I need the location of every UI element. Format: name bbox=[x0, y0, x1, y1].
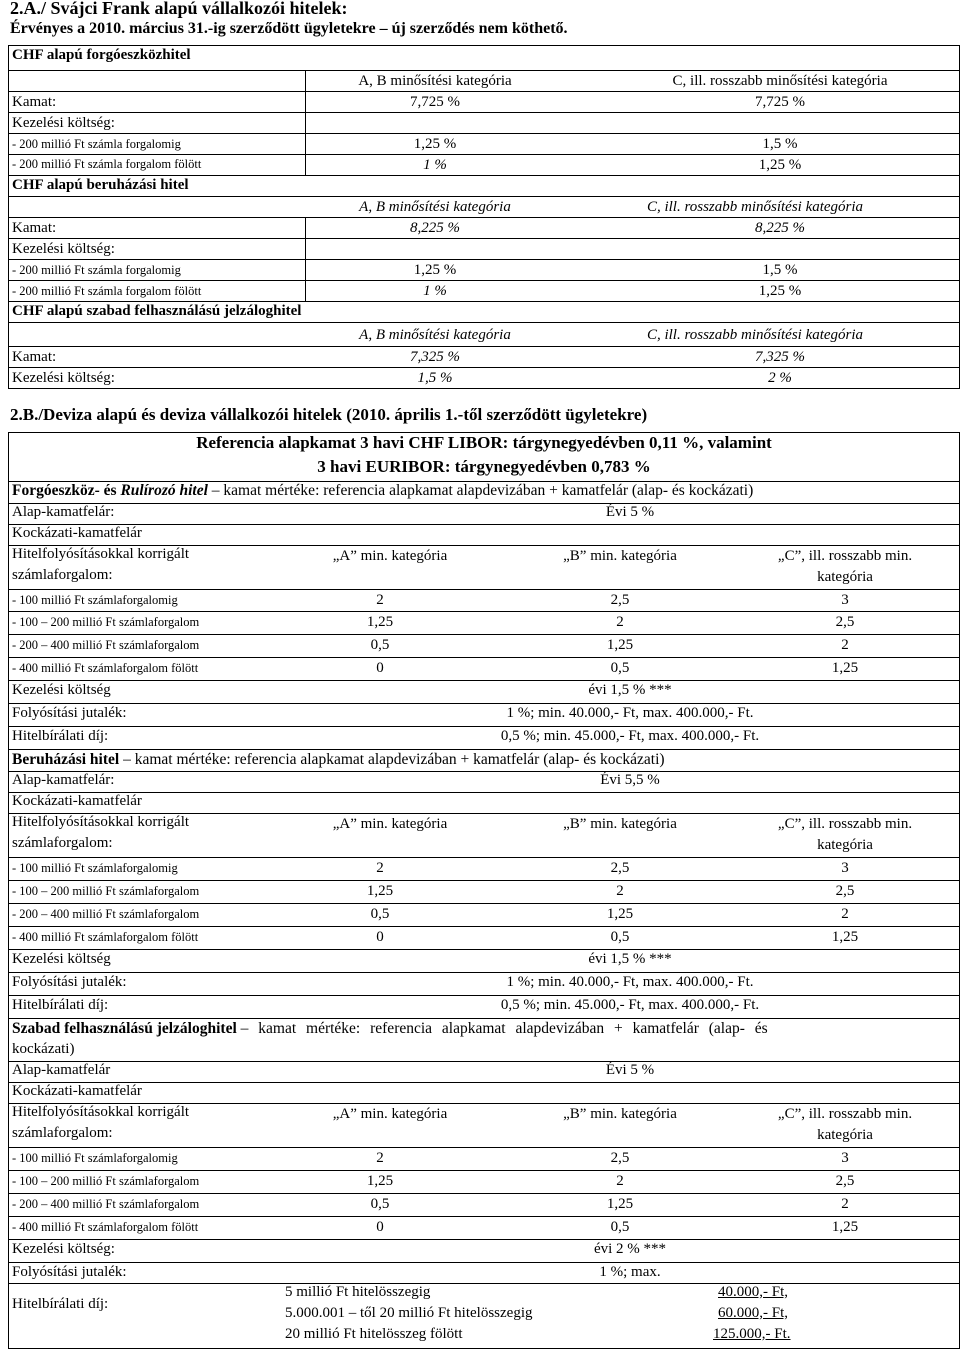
beruh-row-label: - 100 millió Ft számlaforgalomig bbox=[12, 861, 178, 875]
chf-beruh-kamat-ab: 8,225 % bbox=[410, 220, 460, 236]
forgo-row-c: 1,25 bbox=[831, 660, 859, 676]
szabad-row-b: 2 bbox=[616, 1173, 624, 1189]
beruh-heading-bold: Beruházási hitel bbox=[12, 751, 120, 768]
chf-beruh-kamat-c: 8,225 % bbox=[755, 220, 805, 236]
chf-beruh-row2-label: - 200 millió Ft számla forgalom fölött bbox=[12, 284, 202, 298]
section-a-subtitle: Érvényes a 2010. március 31.-ig szerződött ügyletekre – új szerződés nem köthető. bbox=[10, 20, 568, 37]
szabad-cat-a: „A” min. kategória bbox=[332, 1106, 448, 1122]
beruh-row-b: 2 bbox=[616, 883, 624, 899]
szabad-heading-rest2: kockázati) bbox=[12, 1041, 75, 1057]
szabad-row-b: 2,5 bbox=[610, 1150, 630, 1166]
forgo-row-label: - 100 – 200 millió Ft számlaforgalom bbox=[12, 615, 200, 629]
beruh-row-a: 2 bbox=[376, 860, 384, 876]
chf-forgo-kamat-label: Kamat: bbox=[12, 94, 57, 110]
beruh-row-label: - 200 – 400 millió Ft számlaforgalom bbox=[12, 907, 200, 921]
chf-szabad-kamat-label: Kamat: bbox=[12, 349, 57, 365]
beruh-row-label: - 100 – 200 millió Ft számlaforgalom bbox=[12, 884, 200, 898]
forgo-row-c: 2,5 bbox=[835, 614, 855, 630]
forgo-row-b: 2,5 bbox=[610, 592, 630, 608]
beruh-hitelb-label: Hitelbírálati díj: bbox=[12, 997, 109, 1013]
chf-beruh-row2-ab: 1 % bbox=[423, 283, 447, 299]
chf-szabad-col-ab: A, B minősítési kategória bbox=[359, 327, 511, 343]
forgo-row-c: 3 bbox=[841, 592, 849, 608]
chf-forgo-kamat-c: 7,725 % bbox=[755, 94, 805, 110]
szabad-heading-bold: Szabad felhasználású jelzáloghitel bbox=[12, 1020, 237, 1037]
forgo-row-b: 1,25 bbox=[606, 637, 634, 653]
chf-szabad-heading: CHF alapú szabad felhasználású jelzáloghitel bbox=[12, 303, 302, 319]
szabad-row-label: - 100 – 200 millió Ft számlaforgalom bbox=[12, 1174, 200, 1188]
chf-forgo-row2-label: - 200 millió Ft számla forgalom fölött bbox=[12, 157, 202, 171]
chf-forgo-row1-c: 1,5 % bbox=[762, 136, 798, 152]
chf-beruh-row1-label: - 200 millió Ft számla forgalomig bbox=[12, 263, 181, 277]
forgo-cat-b: „B” min. kategória bbox=[563, 548, 677, 564]
forgo-hitelb-label: Hitelbírálati díj: bbox=[12, 728, 109, 744]
szabad-alap-label: Alap-kamatfelár bbox=[12, 1062, 111, 1078]
chf-szabad-col-c: C, ill. rosszabb minősítési kategória bbox=[646, 327, 864, 343]
beruh-heading bbox=[12, 751, 665, 769]
forgo-alap-label: Alap-kamatfelár: bbox=[12, 504, 115, 520]
szabad-hitelb-line-fee bbox=[718, 1284, 788, 1301]
szabad-kock-label: Kockázati-kamatfelár bbox=[12, 1083, 142, 1099]
chf-beruh-row1-ab: 1,25 % bbox=[413, 262, 457, 278]
szabad-hitelb-line-text: 20 millió Ft hitelösszeg fölött bbox=[285, 1326, 463, 1342]
beruh-heading-rest: – kamat mértéke: referencia alapkamat alapdevizában + kamatfelár (alap- és kockázati) bbox=[123, 751, 665, 768]
forgo-cat-a: „A” min. kategória bbox=[332, 548, 448, 564]
forgo-kez-label: Kezelési költség bbox=[12, 682, 111, 698]
chf-szabad-kamat-ab: 7,325 % bbox=[410, 349, 460, 365]
szabad-row-label: - 100 millió Ft számlaforgalomig bbox=[12, 1151, 178, 1165]
beruh-hitelb-value: 0,5 %; min. 45.000,- Ft, max. 400.000,- Ft. bbox=[500, 997, 760, 1013]
section-b-title: 2.B./Deviza alapú és deviza vállalkozói hitelek (2010. április 1.-től szerződött ügyletekre) bbox=[10, 405, 648, 424]
forgo-row-a: 1,25 bbox=[366, 614, 394, 630]
szabad-row-c: 2 bbox=[841, 1196, 849, 1212]
beruh-row-b: 0,5 bbox=[610, 929, 630, 945]
reference-rate-line2: 3 havi EURIBOR: tárgynegyedévben 0,783 % bbox=[317, 457, 651, 476]
chf-forgo-kezelesi-label: Kezelési költség: bbox=[12, 115, 115, 131]
szabad-foly-value: 1 %; max. bbox=[599, 1264, 661, 1280]
chf-szabad-kezelesi-ab: 1,5 % bbox=[417, 370, 453, 386]
forgo-alap-value: Évi 5 % bbox=[605, 504, 655, 520]
forgo-foly-label: Folyósítási jutalék: bbox=[12, 705, 127, 721]
szabad-row-a: 1,25 bbox=[366, 1173, 394, 1189]
forgo-row-c: 2 bbox=[841, 637, 849, 653]
szabad-row-a: 0 bbox=[376, 1219, 384, 1235]
chf-beruh-row1-c: 1,5 % bbox=[762, 262, 798, 278]
szabad-hitelb-line-text: 5.000.001 – től 20 millió Ft hitelösszegig bbox=[285, 1305, 533, 1321]
section-a-title: 2.A./ Svájci Frank alapú vállalkozói hitelek: bbox=[10, 0, 348, 18]
forgo-row-a: 0 bbox=[376, 660, 384, 676]
szabad-hitelb-fee-value: 40.000,- Ft, bbox=[718, 1284, 789, 1300]
szabad-hitelb-line-text: 5 millió Ft hitelösszegig bbox=[285, 1284, 431, 1300]
szabad-row-c: 3 bbox=[841, 1150, 849, 1166]
chf-beruh-row2-c: 1,25 % bbox=[758, 283, 802, 299]
beruh-row-c: 1,25 bbox=[831, 929, 859, 945]
szabad-hitelb-label: Hitelbírálati díj: bbox=[12, 1296, 109, 1312]
chf-szabad-kamat-c: 7,325 % bbox=[755, 349, 805, 365]
chf-beruh-kamat-label: Kamat: bbox=[12, 220, 57, 236]
szabad-cat-b: „B” min. kategória bbox=[563, 1106, 677, 1122]
beruh-cat-a: „A” min. kategória bbox=[332, 816, 448, 832]
forgo-cat-c1: „C”, ill. rosszabb min. bbox=[777, 548, 913, 564]
chf-forgo-kamat-ab: 7,725 % bbox=[410, 94, 460, 110]
forgo-row-a: 0,5 bbox=[370, 637, 390, 653]
forgo-heading bbox=[12, 482, 753, 500]
szabad-heading-rest: – kamat mértéke: referencia alapkamat alapdevizában + kamatfelár (alap- és bbox=[240, 1020, 768, 1037]
forgo-cat-c2: kategória bbox=[817, 569, 873, 585]
szabad-foly-label: Folyósítási jutalék: bbox=[12, 1264, 127, 1280]
szabad-hitelb-fee-value: 60.000,- Ft, bbox=[718, 1305, 789, 1321]
forgo-heading-rest: – kamat mértéke: referencia alapkamat alapdevizában + kamatfelár (alap- és kockázati) bbox=[211, 482, 754, 499]
szabad-row-a: 2 bbox=[376, 1150, 384, 1166]
beruh-row-c: 2,5 bbox=[835, 883, 855, 899]
chf-beruh-col-c: C, ill. rosszabb minősítési kategória bbox=[646, 199, 864, 215]
beruh-hitel-label1: Hitelfolyósításokkal korrigált bbox=[12, 814, 190, 830]
szabad-hitelb-line-fee bbox=[718, 1305, 788, 1322]
szabad-hitel-label1: Hitelfolyósításokkal korrigált bbox=[12, 1104, 190, 1120]
szabad-row-c: 1,25 bbox=[831, 1219, 859, 1235]
szabad-alap-value: Évi 5 % bbox=[605, 1062, 655, 1078]
forgo-foly-value: 1 %; min. 40.000,- Ft, max. 400.000,- Ft. bbox=[506, 705, 754, 721]
szabad-cat-c1: „C”, ill. rosszabb min. bbox=[777, 1106, 913, 1122]
forgo-row-label: - 100 millió Ft számlaforgalomig bbox=[12, 593, 178, 607]
beruh-row-a: 1,25 bbox=[366, 883, 394, 899]
szabad-hitelb-fee-value: 125.000,- Ft. bbox=[713, 1326, 791, 1342]
reference-rate-line1: Referencia alapkamat 3 havi CHF LIBOR: tárgynegyedévben 0,11 %, valamint bbox=[196, 433, 772, 452]
beruh-cat-c1: „C”, ill. rosszabb min. bbox=[777, 816, 913, 832]
szabad-hitel-label2: számlaforgalom: bbox=[12, 1125, 113, 1141]
forgo-row-label: - 400 millió Ft számlaforgalom fölött bbox=[12, 661, 199, 675]
chf-forgo-row2-c: 1,25 % bbox=[758, 157, 802, 173]
beruh-alap-label: Alap-kamatfelár: bbox=[12, 772, 115, 788]
szabad-kez-value: évi 2 % *** bbox=[593, 1241, 667, 1257]
beruh-kez-label: Kezelési költség bbox=[12, 951, 111, 967]
szabad-cat-c2: kategória bbox=[817, 1127, 873, 1143]
chf-forgo-row1-label: - 200 millió Ft számla forgalomig bbox=[12, 137, 181, 151]
beruh-row-label: - 400 millió Ft számlaforgalom fölött bbox=[12, 930, 199, 944]
chf-forgo-row1-ab: 1,25 % bbox=[413, 136, 457, 152]
beruh-row-b: 2,5 bbox=[610, 860, 630, 876]
forgo-hitelb-value: 0,5 %; min. 45.000,- Ft, max. 400.000,- Ft. bbox=[500, 728, 760, 744]
beruh-alap-value: Évi 5,5 % bbox=[600, 772, 660, 788]
chf-forgo-row2-ab: 1 % bbox=[423, 157, 447, 173]
beruh-cat-c2: kategória bbox=[817, 837, 873, 853]
forgo-row-b: 0,5 bbox=[610, 660, 630, 676]
chf-beruh-col-ab: A, B minősítési kategória bbox=[359, 199, 511, 215]
beruh-hitel-label2: számlaforgalom: bbox=[12, 835, 113, 851]
beruh-row-c: 2 bbox=[841, 906, 849, 922]
beruh-row-b: 1,25 bbox=[606, 906, 634, 922]
beruh-kez-value: évi 1,5 % *** bbox=[588, 951, 672, 967]
forgo-row-a: 2 bbox=[376, 592, 384, 608]
forgo-hitel-label2: számlaforgalom: bbox=[12, 567, 113, 583]
beruh-foly-label: Folyósítási jutalék: bbox=[12, 974, 127, 990]
beruh-row-a: 0,5 bbox=[370, 906, 390, 922]
forgo-hitel-label1: Hitelfolyósításokkal korrigált bbox=[12, 546, 190, 562]
szabad-row-label: - 400 millió Ft számlaforgalom fölött bbox=[12, 1220, 199, 1234]
beruh-row-c: 3 bbox=[841, 860, 849, 876]
szabad-row-b: 1,25 bbox=[606, 1196, 634, 1212]
szabad-row-label: - 200 – 400 millió Ft számlaforgalom bbox=[12, 1197, 200, 1211]
chf-forgo-heading: CHF alapú forgóeszközhitel bbox=[12, 47, 191, 63]
chf-forgo-col-c: C, ill. rosszabb minősítési kategória bbox=[672, 73, 888, 89]
szabad-row-a: 0,5 bbox=[370, 1196, 390, 1212]
forgo-kez-value: évi 1,5 % *** bbox=[588, 682, 672, 698]
beruh-foly-value: 1 %; min. 40.000,- Ft, max. 400.000,- Ft. bbox=[506, 974, 754, 990]
chf-beruh-heading: CHF alapú beruházási hitel bbox=[12, 177, 189, 193]
chf-beruh-kezelesi-label: Kezelési költség: bbox=[12, 241, 115, 257]
szabad-hitelb-line-fee bbox=[713, 1326, 791, 1343]
szabad-heading bbox=[12, 1020, 768, 1038]
forgo-heading-italic: Rulírozó hitel bbox=[120, 482, 208, 499]
forgo-kock-label: Kockázati-kamatfelár bbox=[12, 525, 142, 541]
beruh-row-a: 0 bbox=[376, 929, 384, 945]
beruh-cat-b: „B” min. kategória bbox=[563, 816, 677, 832]
szabad-row-b: 0,5 bbox=[610, 1219, 630, 1235]
forgo-row-label: - 200 – 400 millió Ft számlaforgalom bbox=[12, 638, 200, 652]
szabad-row-c: 2,5 bbox=[835, 1173, 855, 1189]
szabad-kez-label: Kezelési költség: bbox=[12, 1241, 115, 1257]
forgo-row-b: 2 bbox=[616, 614, 624, 630]
forgo-heading-bold: Forgóeszköz- és bbox=[12, 482, 117, 499]
chf-szabad-kezelesi-label: Kezelési költség: bbox=[12, 370, 115, 386]
chf-szabad-kezelesi-c: 2 % bbox=[768, 370, 792, 386]
chf-forgo-col-ab: A, B minősítési kategória bbox=[358, 73, 512, 89]
beruh-kock-label: Kockázati-kamatfelár bbox=[12, 793, 142, 809]
